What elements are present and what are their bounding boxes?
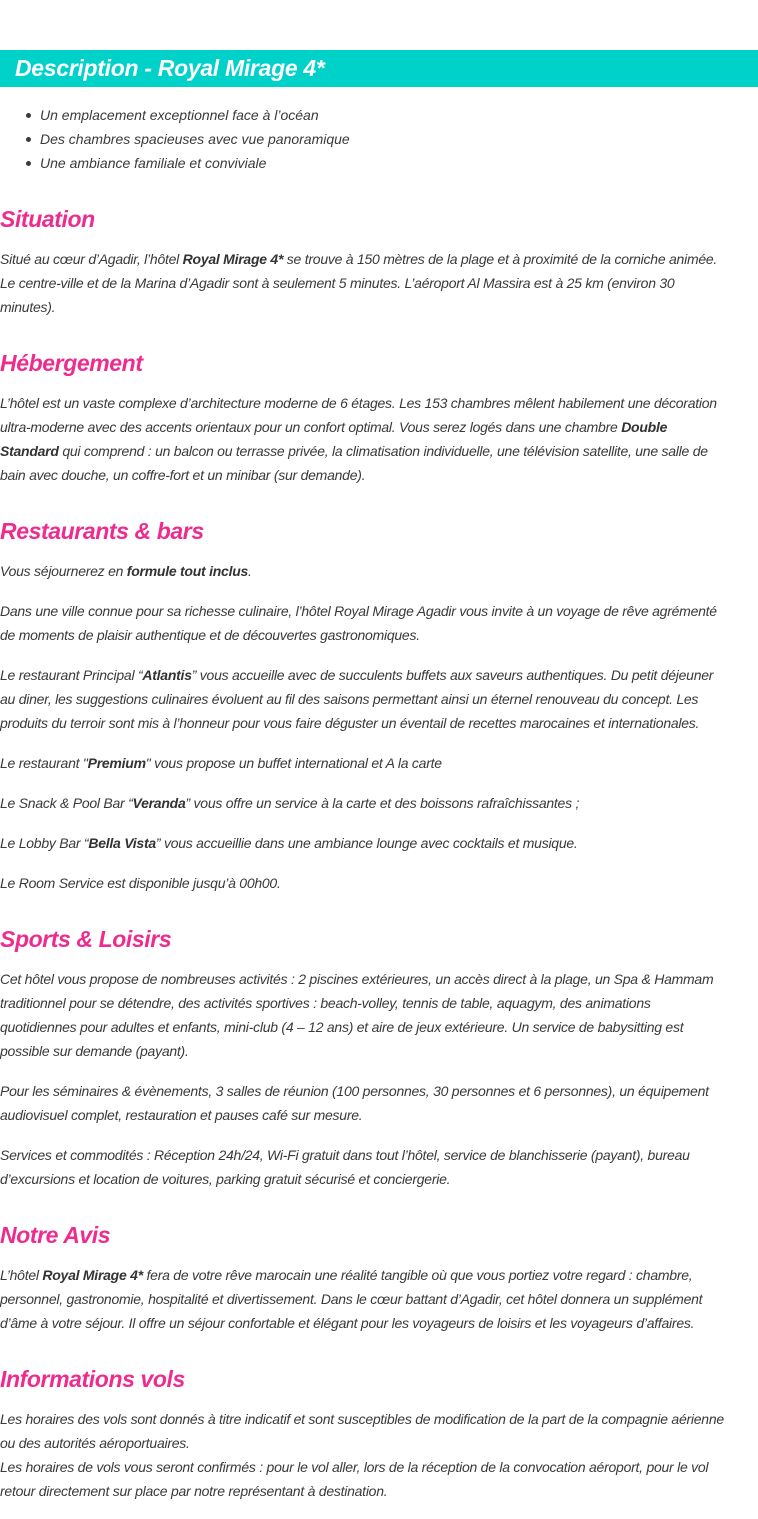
banner-title: Description - Royal Mirage 4* [15, 55, 325, 81]
text: Cet hôtel vous propose de nombreuses activités : 2 piscines extérieures, un accès direct à la plage, un Spa & Hammam [0, 971, 714, 987]
section-heading-vols: Informations vols [0, 1366, 185, 1392]
room-type: Double [621, 419, 668, 435]
text: de moments de plaisir authentique et de découvertes gastronomiques. [0, 627, 420, 643]
list-item: Des chambres spacieuses avec vue panoramique [0, 127, 350, 151]
text: Dans une ville connue pour sa richesse culinaire, l’hôtel Royal Mirage Agadir vous invite à un voyage de rêve agrémenté [0, 603, 717, 619]
highlights-list [0, 103, 350, 175]
text: ” vous accueille avec de succulents buffets aux saveurs authentiques. Du petit déjeuner [191, 667, 714, 683]
text: bain avec douche, un coffre-fort et un minibar (sur demande). [0, 467, 366, 483]
hebergement-paragraph [0, 391, 758, 487]
text: L’hôtel est un vaste complexe d’architecture moderne de 6 étages. Les 153 chambres mêlent habilement une décoration [0, 395, 717, 411]
text: qui comprend : un balcon ou terrasse privée, la climatisation individuelle, une télévision satellite, une salle de [58, 443, 708, 459]
text: Pour les séminaires & évènements, 3 salles de réunion (100 personnes, 30 personnes et 6 personnes), un équipement [0, 1083, 709, 1099]
sports-paragraph-2 [0, 1079, 758, 1127]
section-heading-sports: Sports & Loisirs [0, 926, 172, 952]
text: Services et commodités : Réception 24h/24, Wi-Fi gratuit dans tout l’hôtel, service de blanchisserie (payant), bureau [0, 1147, 690, 1163]
text: Le restaurant Principal “ [0, 667, 143, 683]
text: Le Room Service est disponible jusqu’à 00h00. [0, 875, 281, 891]
avis-paragraph [0, 1263, 758, 1335]
restaurants-paragraph-7 [0, 871, 758, 895]
situation-paragraph [0, 247, 758, 319]
bar-name: Bella Vista [88, 835, 156, 851]
restaurant-name: Premium [87, 755, 146, 771]
text: quotidiennes pour adultes et enfants, mini-club (4 – 12 ans) et aire de jeux extérieure. Un service de babysitting est [0, 1019, 684, 1035]
text: ultra-moderne avec des accents orientaux pour un confort optimal. Vous serez logés dans une chambre [0, 419, 622, 435]
text: ” vous offre un service à la carte et des boissons rafraîchissantes ; [185, 795, 580, 811]
section-heading-situation: Situation [0, 206, 95, 232]
text: retour directement sur place par notre représentant à destination. [0, 1483, 388, 1499]
section-heading-avis: Notre Avis [0, 1222, 111, 1248]
text: personnel, gastronomie, hospitalité et divertissement. Dans le cœur battant d’Agadir, cet hôtel donnera un supplément [0, 1291, 703, 1307]
restaurants-paragraph-5 [0, 791, 758, 815]
text: Le Lobby Bar “ [0, 835, 89, 851]
text: fera de votre rêve marocain une réalité tangible où que vous portiez votre regard : chambre, [142, 1267, 693, 1283]
text: . [248, 563, 252, 579]
text: Le restaurant " [0, 755, 88, 771]
text: au diner, les suggestions culinaires évoluent au fil des saisons permettant ainsi un éternel renouveau du concept. Les [0, 691, 699, 707]
restaurants-paragraph-6 [0, 831, 758, 855]
text: possible sur demande (payant). [0, 1043, 189, 1059]
text: traditionnel pour se détendre, des activités sportives : beach-volley, tennis de table, aquagym, des animations [0, 995, 651, 1011]
text: audiovisuel complet, restauration et pauses café sur mesure. [0, 1107, 363, 1123]
text: " vous propose un buffet international et A la carte [145, 755, 442, 771]
restaurants-paragraph-3 [0, 663, 758, 735]
restaurants-paragraph-1 [0, 559, 758, 583]
text: Le Snack & Pool Bar “ [0, 795, 133, 811]
text: Le centre-ville et de la Marina d’Agadir sont à seulement 5 minutes. L’aéroport Al Massira est à 25 km (environ 30 [0, 275, 675, 291]
hotel-name: Royal Mirage 4* [42, 1267, 143, 1283]
list-item: Une ambiance familiale et conviviale [0, 151, 350, 175]
text: Situé au cœur d’Agadir, l’hôtel [0, 251, 183, 267]
text: d’excursions et location de voitures, parking gratuit sécurisé et conciergerie. [0, 1171, 451, 1187]
text: ” vous accueillie dans une ambiance lounge avec cocktails et musique. [155, 835, 578, 851]
sports-paragraph-1 [0, 967, 758, 1063]
text: Les horaires des vols sont donnés à titre indicatif et sont susceptibles de modification de la part de la compagnie aérienne [0, 1411, 724, 1427]
text: se trouve à 150 mètres de la plage et à proximité de la corniche animée. [283, 251, 718, 267]
text: minutes). [0, 299, 56, 315]
description-banner [0, 50, 758, 87]
text: produits du terroir sont mis à l’honneur pour vous faire déguster un éventail de recettes marocaines et internationales. [0, 715, 700, 731]
restaurant-name: Atlantis [142, 667, 192, 683]
restaurants-paragraph-4 [0, 751, 758, 775]
sports-paragraph-3 [0, 1143, 758, 1191]
formula: formule tout inclus [126, 563, 249, 579]
bar-name: Veranda [132, 795, 186, 811]
room-type: Standard [0, 443, 59, 459]
text: L’hôtel [0, 1267, 43, 1283]
section-heading-hebergement: Hébergement [0, 350, 143, 376]
hotel-name: Royal Mirage 4* [182, 251, 284, 267]
text: d’âme à votre séjour. Il offre un séjour confortable et élégant pour les voyageurs de loisirs et les voyageurs d’affaires. [0, 1315, 695, 1331]
list-item: Un emplacement exceptionnel face à l’océan [0, 103, 350, 127]
restaurants-paragraph-2 [0, 599, 758, 647]
vols-paragraph [0, 1407, 758, 1503]
section-heading-restaurants: Restaurants & bars [0, 518, 204, 544]
text: ou des autorités aéroportuaires. [0, 1435, 190, 1451]
text: Vous séjournerez en [0, 563, 127, 579]
text: Les horaires de vols vous seront confirmés : pour le vol aller, lors de la réception de la convocation aéroport, pour le vol [0, 1459, 709, 1475]
